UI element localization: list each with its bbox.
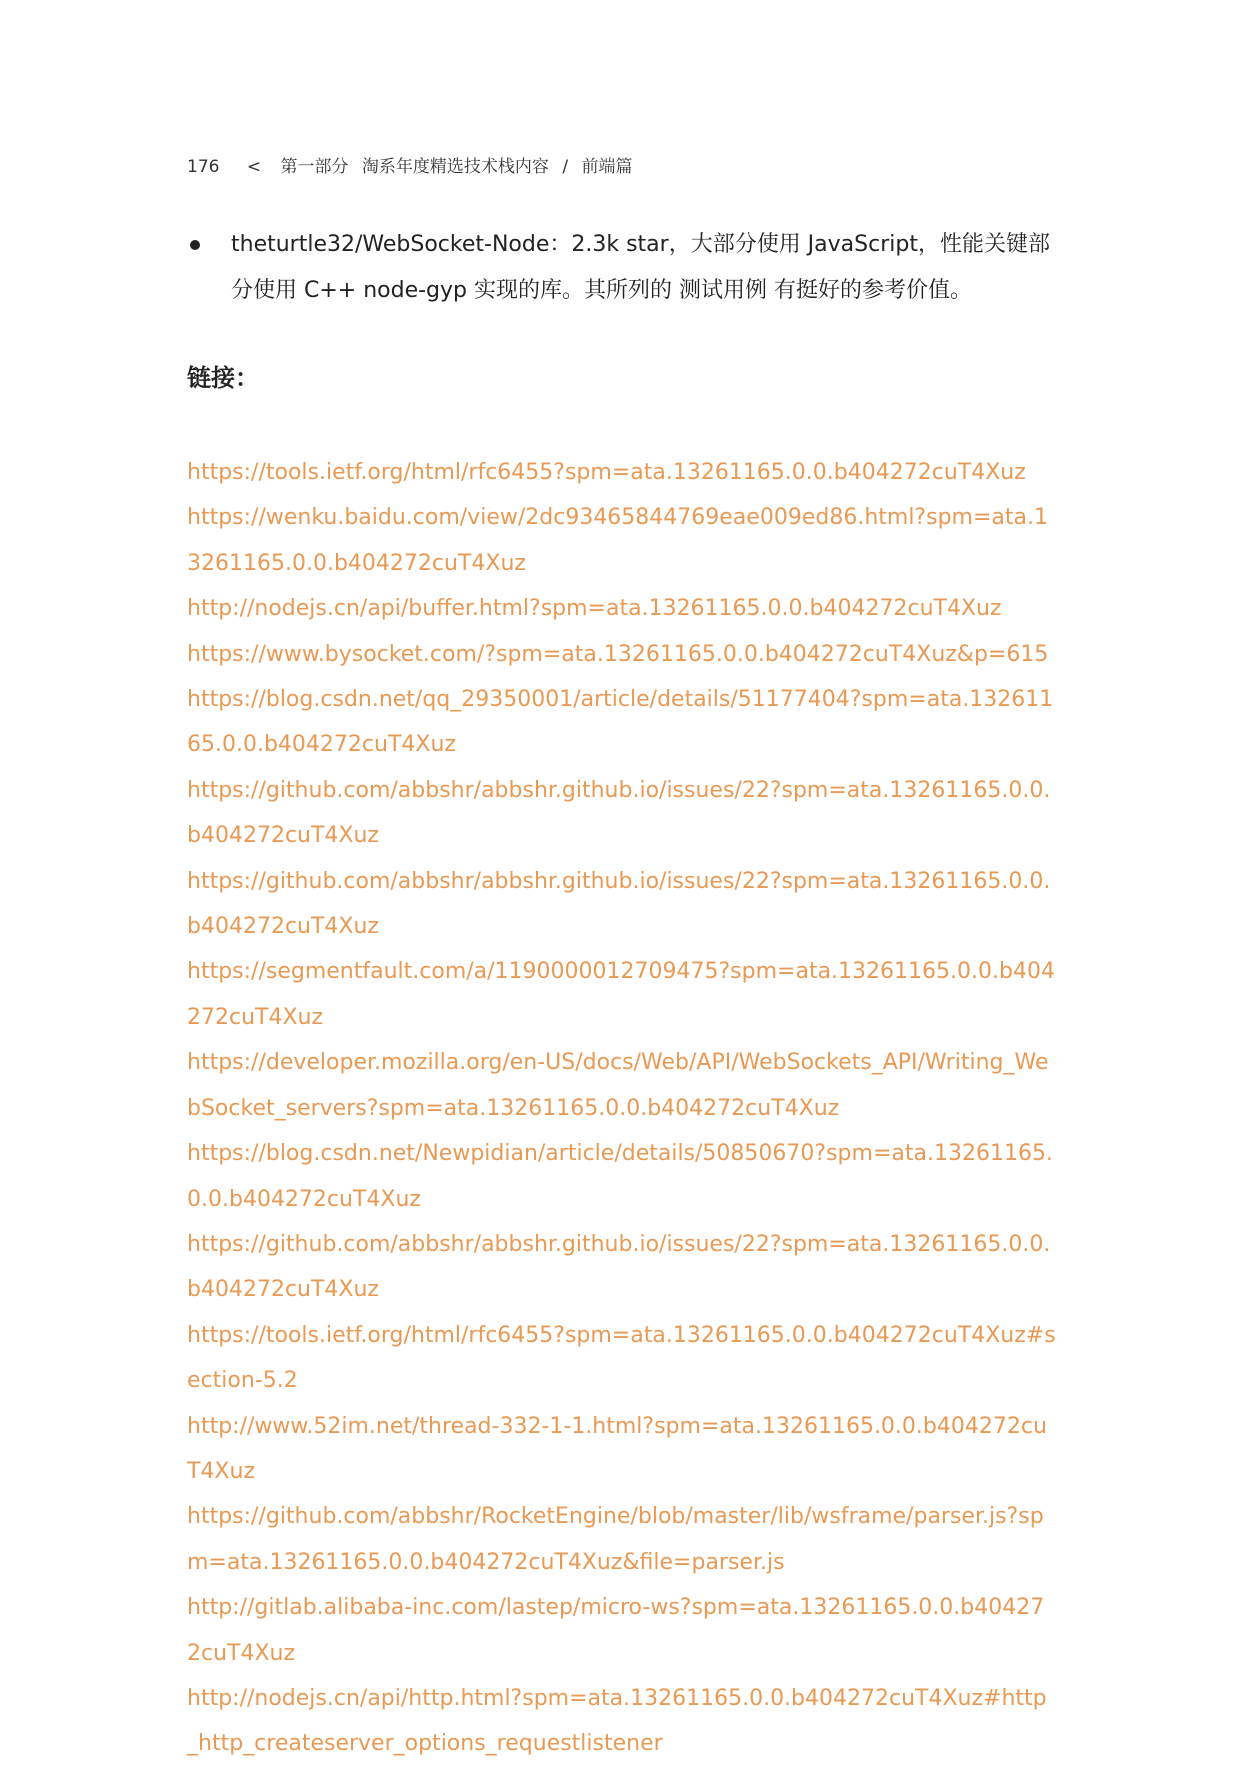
link-item[interactable]: https://github.com/abbshr/abbshr.github.io/issues/22?spm=ata.13261165.0.0.b404272cuT4Xuz xyxy=(187,777,1051,849)
link-item[interactable]: https://blog.csdn.net/Newpidian/article/details/50850670?spm=ata.13261165.0.0.b404272cuT4Xuz xyxy=(187,1141,1053,1212)
link-item[interactable]: https://blog.csdn.net/qq_29350001/article/details/51177404?spm=ata.13261165.0.0.b404272cuT4Xuz xyxy=(187,687,1054,758)
header-slash: / xyxy=(562,157,569,177)
page-header xyxy=(187,152,640,177)
bullet-item xyxy=(187,222,1057,314)
links-heading: 链接： xyxy=(187,364,259,392)
link-item[interactable]: https://developer.mozilla.org/en-US/docs/Web/API/WebSockets_API/Writing_WebSocket_servers?spm=ata.13261165.0.0.b404272cuT4Xuz xyxy=(187,1050,1049,1121)
link-item[interactable]: http://nodejs.cn/api/buffer.html?spm=ata.13261165.0.0.b404272cuT4Xuz xyxy=(187,596,1002,622)
link-item[interactable]: http://www.52im.net/thread-332-1-1.html?spm=ata.13261165.0.0.b404272cuT4Xuz xyxy=(187,1413,1047,1484)
link-item[interactable]: https://github.com/abbshr/RocketEngine/blob/master/lib/wsframe/parser.js?spm=ata.13261165.0.0.b404272cuT4Xuz&file=parser.js xyxy=(187,1504,1044,1575)
header-arrow: < xyxy=(246,157,262,177)
link-item[interactable]: http://nodejs.cn/api/http.html?spm=ata.13261165.0.0.b404272cuT4Xuz#http_http_createserver_options_requestlistener xyxy=(187,1685,1047,1757)
bullet-dot-icon xyxy=(190,240,200,250)
link-item[interactable]: http://gitlab.alibaba-inc.com/lastep/micro-ws?spm=ata.13261165.0.0.b404272cuT4Xuz xyxy=(187,1595,1045,1666)
link-item[interactable]: https://github.com/abbshr/abbshr.github.io/issues/22?spm=ata.13261165.0.0.b404272cuT4Xuz xyxy=(187,1231,1051,1303)
page-number: 176 xyxy=(187,157,220,177)
header-part: 第一部分 xyxy=(280,157,349,177)
link-item[interactable]: https://tools.ietf.org/html/rfc6455?spm=ata.13261165.0.0.b404272cuT4Xuz xyxy=(187,460,1026,485)
link-item[interactable]: https://tools.ietf.org/html/rfc6455?spm=ata.13261165.0.0.b404272cuT4Xuz#section-5.2 xyxy=(187,1322,1056,1394)
link-item[interactable]: https://www.bysocket.com/?spm=ata.13261165.0.0.b404272cuT4Xuz&p=615 xyxy=(187,641,1049,667)
header-section: 淘系年度精选技术栈内容 xyxy=(361,157,549,177)
link-item[interactable]: https://github.com/abbshr/abbshr.github.io/issues/22?spm=ata.13261165.0.0.b404272cuT4Xuz xyxy=(187,868,1051,940)
header-chapter: 前端篇 xyxy=(581,157,633,177)
bullet-text: theturtle32/WebSocket-Node：2.3k star，大部分使用 JavaScript，性能关键部分使用 C++ node-gyp 实现的库。其所列的 测试用例 有挺好的参考价值。 xyxy=(231,232,1050,303)
link-item[interactable]: https://segmentfault.com/a/1190000012709475?spm=ata.13261165.0.0.b404272cuT4Xuz xyxy=(187,959,1055,1030)
link-list xyxy=(187,450,1057,1767)
link-item[interactable]: https://wenku.baidu.com/view/2dc93465844769eae009ed86.html?spm=ata.13261165.0.0.b404272cuT4Xuz xyxy=(187,505,1048,576)
